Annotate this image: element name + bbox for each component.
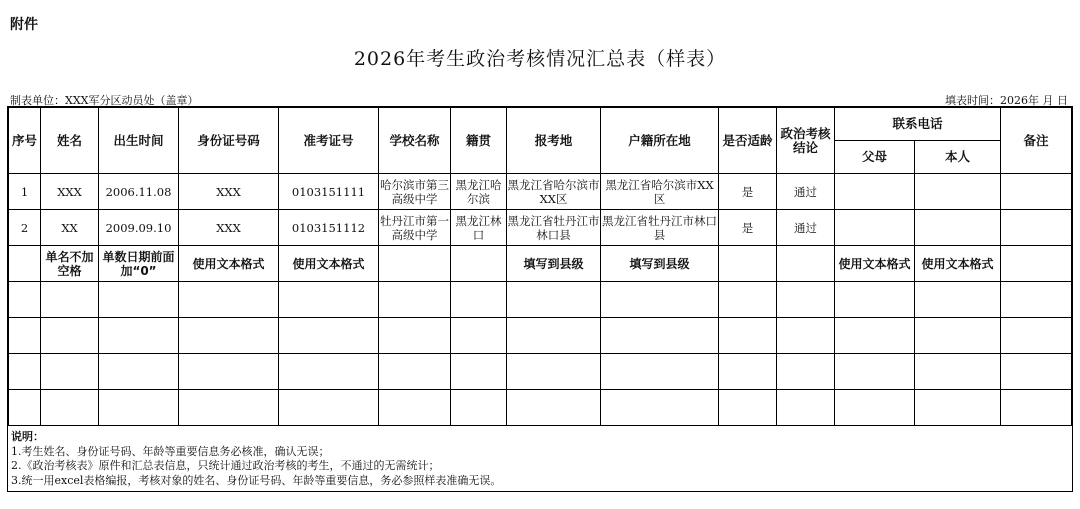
cell-birth [99,282,179,318]
cell-age-ok [719,354,777,390]
cell-age-ok [719,282,777,318]
cell-parent [835,210,915,246]
cell-remark [1001,390,1072,426]
cell-school [379,282,451,318]
cell-school [379,246,451,282]
cell-id [179,390,279,426]
explanation-title: 说明： [11,430,44,443]
cell-native: 黑龙江哈尔滨 [451,174,507,210]
cell-name: XX [41,210,99,246]
cell-school [379,390,451,426]
cell-birth: 2006.11.08 [99,174,179,210]
cell-parent [835,174,915,210]
cell-self [915,174,1001,210]
cell-native [451,354,507,390]
explanation-line: 2.《政治考核表》原件和汇总表信息，只统计通过政治考核的考生，不通过的无需统计； [11,459,440,472]
cell-exam-no: 使用文本格式 [279,246,379,282]
cell-self [915,282,1001,318]
header-self: 本人 [915,141,1001,174]
empty-row [9,354,1072,390]
header-apply-place: 报考地 [507,108,601,174]
cell-name [41,354,99,390]
cell-seq [9,318,41,354]
cell-id: 使用文本格式 [179,246,279,282]
table-row [9,174,1072,210]
cell-name: 单名不加空格 [41,246,99,282]
cell-apply-place: 黑龙江省哈尔滨市XX区 [507,174,601,210]
cell-self [915,354,1001,390]
header-parent: 父母 [835,141,915,174]
cell-birth [99,318,179,354]
explanation-line: 3.统一用excel表格编报，考核对象的姓名、身份证号码、年龄等重要信息，务必参照样表准确无误。 [11,473,502,487]
cell-native [451,246,507,282]
empty-row [9,282,1072,318]
cell-self: 使用文本格式 [915,246,1001,282]
cell-exam-no: 0103151111 [279,174,379,210]
header-school: 学校名称 [379,108,451,174]
header-seq: 序号 [9,108,41,174]
cell-age-ok: 是 [719,210,777,246]
cell-school: 哈尔滨市第三高级中学 [379,174,451,210]
header-id: 身份证号码 [179,108,279,174]
cell-seq: 1 [9,174,41,210]
cell-apply-place [507,390,601,426]
cell-apply-place: 黑龙江省牡丹江市林口县 [507,210,601,246]
header-birth: 出生时间 [99,108,179,174]
cell-name: XXX [41,174,99,210]
cell-result [777,354,835,390]
cell-seq [9,246,41,282]
cell-remark [1001,210,1072,246]
table-row [9,210,1072,246]
issuing-unit: 制表单位：XXX军分区动员处（盖章） [10,94,199,107]
cell-age-ok [719,318,777,354]
cell-name [41,390,99,426]
cell-apply-place [507,282,601,318]
cell-household: 填写到县级 [601,246,719,282]
cell-parent [835,282,915,318]
cell-age-ok [719,390,777,426]
cell-result [777,390,835,426]
cell-school: 牡丹江市第一高级中学 [379,210,451,246]
cell-seq [9,390,41,426]
cell-seq [9,282,41,318]
cell-school [379,318,451,354]
cell-exam-no: 0103151112 [279,210,379,246]
cell-id [179,318,279,354]
cell-parent [835,390,915,426]
cell-age-ok: 是 [719,174,777,210]
cell-id: XXX [179,210,279,246]
header-name: 姓名 [41,108,99,174]
cell-self [915,318,1001,354]
cell-self [915,210,1001,246]
header-household: 户籍所在地 [601,108,719,174]
cell-remark [1001,282,1072,318]
explanation-line: 1.考生姓名、身份证号码、年龄等重要信息务必核准，确认无误； [11,444,330,458]
summary-sheet [7,106,1073,492]
fill-date: 填表时间：2026年 月 日 [945,94,1068,107]
empty-row [9,318,1072,354]
header-exam-no: 准考证号 [279,108,379,174]
cell-self [915,390,1001,426]
cell-apply-place: 填写到县级 [507,246,601,282]
explanation [11,430,501,488]
cell-result [777,246,835,282]
cell-result: 通过 [777,210,835,246]
cell-household: 黑龙江省牡丹江市林口县 [601,210,719,246]
header-remark: 备注 [1001,108,1072,174]
cell-seq: 2 [9,210,41,246]
cell-result [777,282,835,318]
cell-birth: 2009.09.10 [99,210,179,246]
header-native: 籍贯 [451,108,507,174]
cell-birth [99,390,179,426]
cell-result: 通过 [777,174,835,210]
cell-exam-no [279,282,379,318]
cell-native [451,282,507,318]
cell-seq [9,354,41,390]
cell-exam-no [279,354,379,390]
cell-id [179,282,279,318]
header-age-ok: 是否适龄 [719,108,777,174]
cell-parent [835,354,915,390]
cell-apply-place [507,318,601,354]
header-contact: 联系电话 [835,108,1001,141]
cell-household [601,282,719,318]
summary-table [8,107,1072,426]
cell-native: 黑龙江林口 [451,210,507,246]
cell-remark [1001,174,1072,210]
cell-exam-no [279,318,379,354]
cell-parent: 使用文本格式 [835,246,915,282]
cell-native [451,390,507,426]
empty-row [9,390,1072,426]
format-notes-row [9,246,1072,282]
cell-age-ok [719,246,777,282]
cell-native [451,318,507,354]
cell-id: XXX [179,174,279,210]
cell-name [41,318,99,354]
cell-result [777,318,835,354]
cell-remark [1001,246,1072,282]
cell-household [601,318,719,354]
cell-birth: 单数日期前面加“0” [99,246,179,282]
header-result: 政治考核结论 [777,108,835,174]
cell-remark [1001,354,1072,390]
attachment-label: 附件 [10,17,38,33]
cell-household [601,390,719,426]
cell-school [379,354,451,390]
cell-apply-place [507,354,601,390]
cell-parent [835,318,915,354]
page-title: 2026年考生政治考核情况汇总表（样表） [353,48,727,70]
cell-household [601,354,719,390]
cell-exam-no [279,390,379,426]
cell-id [179,354,279,390]
cell-remark [1001,318,1072,354]
cell-name [41,282,99,318]
cell-household: 黑龙江省哈尔滨市XX区 [601,174,719,210]
cell-birth [99,354,179,390]
